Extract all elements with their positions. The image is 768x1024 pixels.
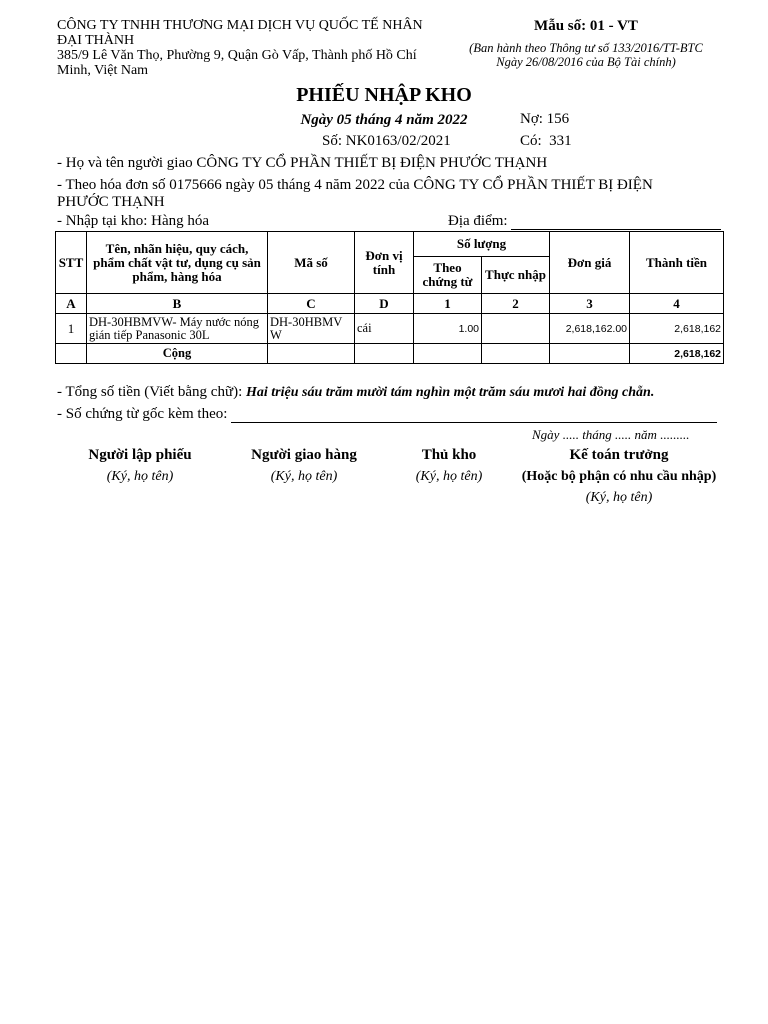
document-date: Ngày 05 tháng 4 năm 2022 (300, 112, 468, 128)
total-empty-cell (550, 344, 630, 364)
index-cell: 3 (550, 294, 630, 314)
page-title: PHIẾU NHẬP KHO (296, 84, 472, 106)
amount-in-words-label: - Tổng số tiền (Viết bằng chữ): (57, 384, 243, 400)
table-row (56, 314, 724, 344)
index-cell: C (268, 294, 355, 314)
header-qty-actual: Thực nhập (482, 257, 550, 294)
total-empty-cell (482, 344, 550, 364)
preparer-sign-hint: (Ký, họ tên) (106, 469, 174, 484)
location-blank (511, 215, 721, 230)
index-row (56, 294, 724, 314)
debit-account: Nợ: 156 (520, 111, 570, 127)
preparer-title: Người lập phiếu (88, 447, 192, 463)
total-empty-cell (268, 344, 355, 364)
amount-in-words-value: Hai triệu sáu trăm mười tám nghìn một trăm sáu mươi hai đồng chẵn. (246, 385, 655, 400)
header-unit-price: Đơn giá (550, 232, 630, 294)
form-number: Mẫu số: 01 - VT (534, 18, 638, 34)
warehouse-line: - Nhập tại kho: Hàng hóa (57, 213, 210, 229)
basis-line-2: Ngày 26/08/2016 của Bộ Tài chính) (496, 55, 676, 69)
location-line (448, 213, 721, 230)
attached-documents-blank (231, 408, 717, 423)
deliverer-sign-hint: (Ký, họ tên) (270, 469, 338, 484)
index-cell: A (56, 294, 87, 314)
company-info (57, 18, 447, 78)
cell-amount: 2,618,162 (630, 314, 724, 344)
header-amount: Thành tiền (630, 232, 724, 294)
total-empty-cell (56, 344, 87, 364)
requesting-department-title: (Hoặc bộ phận có nhu cầu nhập) (521, 469, 717, 484)
attached-documents-line (57, 406, 717, 423)
storekeeper-sign-hint: (Ký, họ tên) (415, 469, 483, 484)
deliverer-title: Người giao hàng (251, 447, 357, 463)
header-code: Mã số (268, 232, 355, 294)
storekeeper-title: Thủ kho (421, 447, 477, 463)
index-cell: 1 (414, 294, 482, 314)
total-amount: 2,618,162 (630, 344, 724, 364)
cell-code: DH-30HBMVW (268, 314, 355, 344)
location-label: Địa điểm: (448, 213, 508, 229)
cell-qty-actual (482, 314, 550, 344)
credit-account: Có: 331 (520, 133, 572, 149)
signature-date-blank: Ngày ..... tháng ..... năm ......... (532, 427, 690, 442)
cell-unit-price: 2,618,162.00 (550, 314, 630, 344)
cell-stt: 1 (56, 314, 87, 344)
total-empty-cell (355, 344, 414, 364)
header-quantity: Số lượng (414, 232, 550, 257)
index-cell: D (355, 294, 414, 314)
company-name: CÔNG TY TNHH THƯƠNG MẠI DỊCH VỤ QUỐC TẾ NHÂN ĐẠI THÀNH (57, 18, 423, 48)
regulation-basis (458, 41, 714, 69)
cell-unit: cái (355, 314, 414, 344)
header-unit: Đơn vị tính (355, 232, 414, 294)
index-cell: 2 (482, 294, 550, 314)
chief-accountant-title: Kế toán trưởng (569, 447, 669, 463)
basis-line-1: (Ban hành theo Thông tư số 133/2016/TT-BTC (469, 41, 703, 55)
total-empty-cell (414, 344, 482, 364)
goods-table (55, 231, 724, 364)
deliverer-line: - Họ và tên người giao CÔNG TY CỔ PHẦN THIẾT BỊ ĐIỆN PHƯỚC THẠNH (57, 155, 548, 171)
cell-qty-document: 1.00 (414, 314, 482, 344)
total-row (56, 344, 724, 364)
document-number: Số: NK0163/02/2021 (322, 133, 451, 149)
header-item-name: Tên, nhãn hiệu, quy cách, phẩm chất vật tư, dụng cụ sản phẩm, hàng hóa (87, 232, 268, 294)
header-stt: STT (56, 232, 87, 294)
cell-item-name: DH-30HBMVW- Máy nước nóng gián tiếp Panasonic 30L (87, 314, 268, 344)
company-address: 385/9 Lê Văn Thọ, Phường 9, Quận Gò Vấp, Thành phố Hồ Chí Minh, Việt Nam (57, 48, 417, 78)
total-label: Cộng (87, 344, 268, 364)
chief-accountant-sign-hint: (Ký, họ tên) (585, 490, 653, 505)
invoice-reference: - Theo hóa đơn số 0175666 ngày 05 tháng 4 năm 2022 của CÔNG TY CỔ PHẦN THIẾT BỊ ĐIỆN PHƯỚC THẠNH (57, 177, 653, 210)
attached-documents-label: - Số chứng từ gốc kèm theo: (57, 406, 228, 422)
header-qty-per-document: Theo chứng từ (414, 257, 482, 294)
index-cell: 4 (630, 294, 724, 314)
amount-in-words-line (57, 384, 654, 401)
index-cell: B (87, 294, 268, 314)
